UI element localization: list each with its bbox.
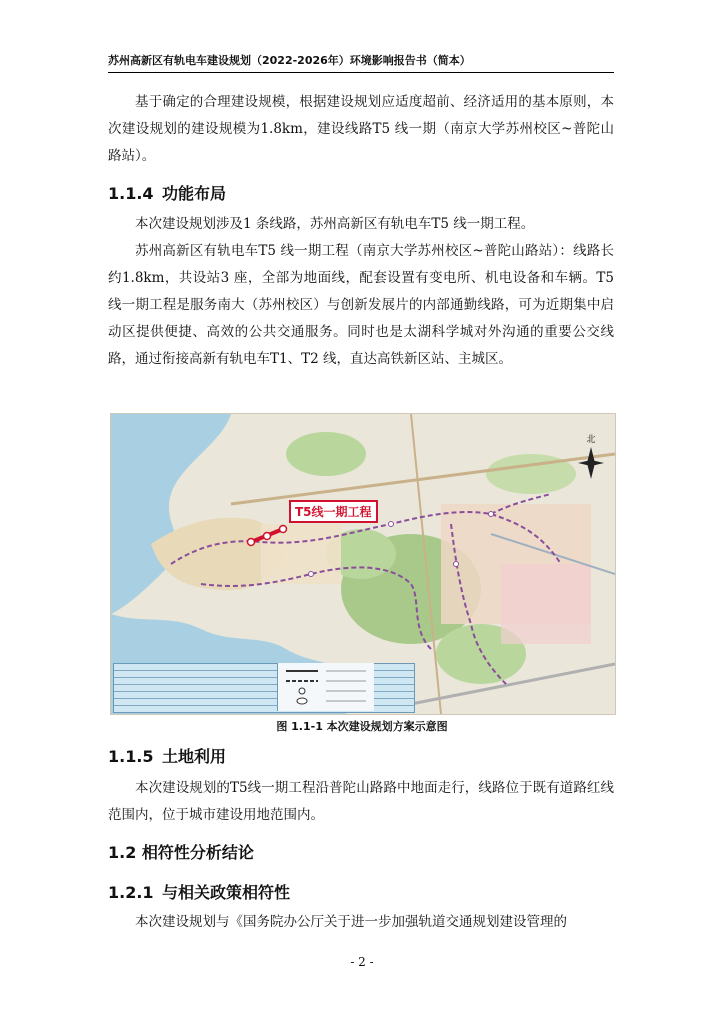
section-heading-1-1-4	[108, 181, 226, 204]
section-title: 与相关政策相符性	[162, 883, 291, 902]
route-plan-map	[110, 413, 616, 715]
figure-caption: 图 1.1-1 本次建设规划方案示意图	[276, 720, 448, 733]
paragraph-land-use: 本次建设规划的T5线一期工程沿普陀山路路中地面走行，线路位于既有道路红线范围内，位于城市建设用地范围内。	[108, 780, 614, 823]
section-title: 土地利用	[162, 747, 227, 766]
paragraph-construction-scale: 基于确定的合理建设规模，根据建设规划应适度超前、经济适用的基本原则，本次建设规划的建设规模为1.8km，建设线路T5 线一期（南京大学苏州校区~普陀山路站）。	[108, 94, 614, 164]
section-title: 功能布局	[162, 184, 227, 203]
compass-icon	[576, 445, 606, 481]
section-number: 1.1.5	[108, 747, 154, 766]
section-number: 1.2.1	[108, 883, 154, 902]
paragraph-layout-detail: 苏州高新区有轨电车T5 线一期工程（南京大学苏州校区~普陀山路站）：线路长约1.8km，共设站3 座，全部为地面线，配套设置有变电所、机电设备和车辆。T5 线一期工程是服务南大（苏州校区）与创新发展片的内部通勤线路，可为近期集中启动区提供便捷、高效的公共交通服务。同时也是太湖科学城对外沟通的重要公交线路，通过衔接高新有轨电车T1、T2 线，直达高铁新区站、主城区。	[108, 243, 614, 367]
section-heading-1-1-5	[108, 744, 226, 767]
paragraph-policy: 本次建设规划与《国务院办公厅关于进一步加强轨道交通规划建设管理的	[135, 914, 567, 930]
north-label: 北	[586, 435, 596, 445]
paragraph-layout-intro: 本次建设规划涉及1 条线路，苏州高新区有轨电车T5 线一期工程。	[135, 216, 535, 232]
section-number: 1.1.4	[108, 184, 154, 203]
t5-phase-one-callout: T5线一期工程	[289, 500, 378, 523]
map-symbol-key	[277, 663, 374, 711]
page-number: - 2 -	[350, 955, 374, 969]
section-heading-1-2-1	[108, 880, 290, 903]
section-heading-1-2: 1.2 相符性分析结论	[108, 843, 254, 862]
map-symbol-key-graphics	[278, 663, 374, 711]
running-header: 苏州高新区有轨电车建设规划（2022-2026年）环境影响报告书（简本）	[108, 52, 614, 73]
north-arrow	[576, 432, 606, 482]
